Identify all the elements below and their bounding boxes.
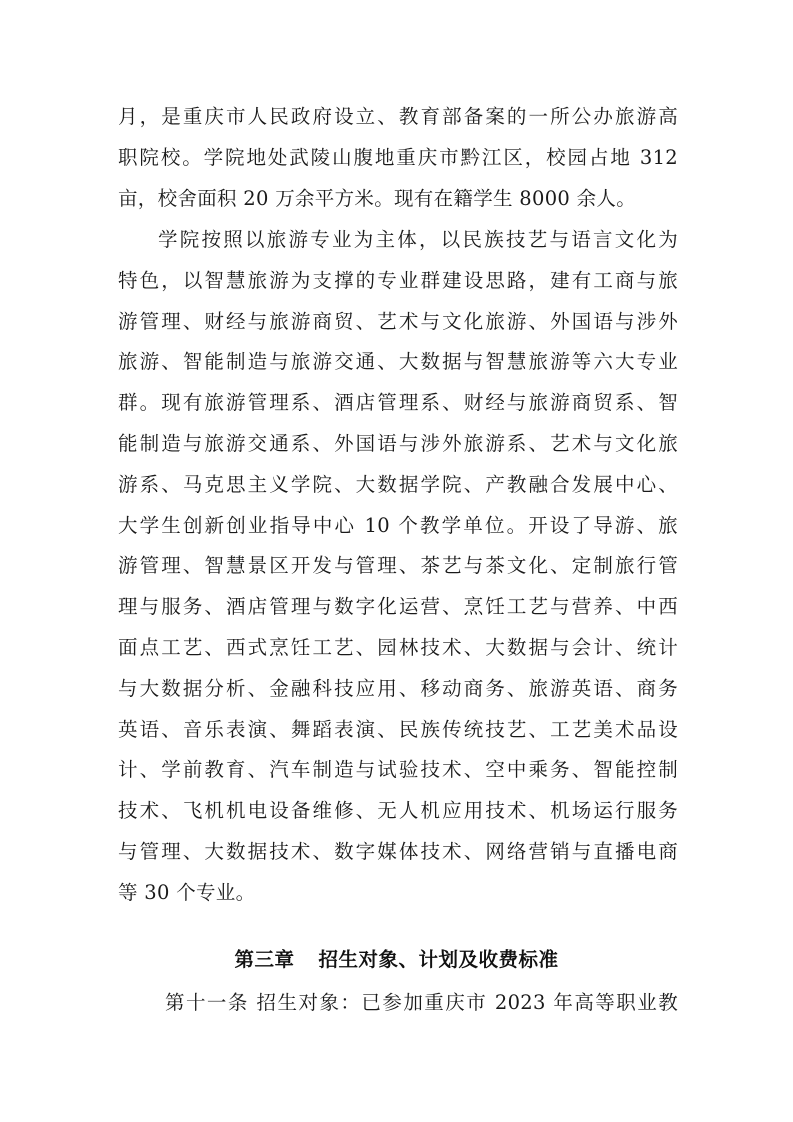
text-line: 与大数据分析、金融科技应用、移动商务、旅游英语、商务: [118, 676, 678, 700]
text-line: 英语、音乐表演、舞蹈表演、民族传统技艺、工艺美术品设: [118, 717, 678, 741]
text-line: 游管理、智慧景区开发与管理、茶艺与茶文化、定制旅行管: [118, 554, 678, 578]
text-line: 群。现有旅游管理系、酒店管理系、财经与旅游商贸系、智: [118, 391, 678, 415]
chapter-heading: [0, 944, 793, 972]
text-line: 等 30 个专业。: [118, 880, 256, 904]
text-line: 职院校。学院地处武陵山腹地重庆市黔江区，校园占地 312: [118, 145, 678, 169]
paragraph-school-intro: [118, 97, 678, 219]
text-line: 能制造与旅游交通系、外国语与涉外旅游系、艺术与文化旅: [118, 431, 678, 455]
text-line: 大学生创新创业指导中心 10 个教学单位。开设了导游、旅: [118, 513, 678, 537]
text-line: 面点工艺、西式烹饪工艺、园林技术、大数据与会计、统计: [118, 635, 678, 659]
text-line: 学院按照以旅游专业为主体，以民族技艺与语言文化为: [158, 228, 678, 251]
chapter-number: 第三章: [234, 948, 295, 971]
text-line: 游管理、财经与旅游商贸、艺术与文化旅游、外国语与涉外: [118, 309, 678, 333]
text-line: 与管理、大数据技术、数字媒体技术、网络营销与直播电商: [118, 839, 678, 863]
text-line: 亩，校舍面积 20 万余平方米。现有在籍学生 8000 余人。: [118, 186, 637, 210]
paragraph-programs: [118, 220, 678, 914]
chapter-title: 招生对象、计划及收费标准: [318, 948, 559, 971]
text-line: 理与服务、酒店管理与数字化运营、烹饪工艺与营养、中西: [118, 595, 678, 619]
text-line: 旅游、智能制造与旅游交通、大数据与智慧旅游等六大专业: [118, 350, 678, 374]
text-line: 特色，以智慧旅游为支撑的专业群建设思路，建有工商与旅: [118, 268, 678, 292]
article-eleven-line: 第十一条 招生对象：已参加重庆市 2023 年高等职业教: [165, 991, 678, 1014]
text-line: 月，是重庆市人民政府设立、教育部备案的一所公办旅游高: [118, 105, 678, 128]
text-line: 计、学前教育、汽车制造与试验技术、空中乘务、智能控制: [118, 758, 678, 782]
text-line: 技术、飞机机电设备维修、无人机应用技术、机场运行服务: [118, 799, 678, 823]
text-line: 游系、马克思主义学院、大数据学院、产教融合发展中心、: [118, 472, 678, 496]
